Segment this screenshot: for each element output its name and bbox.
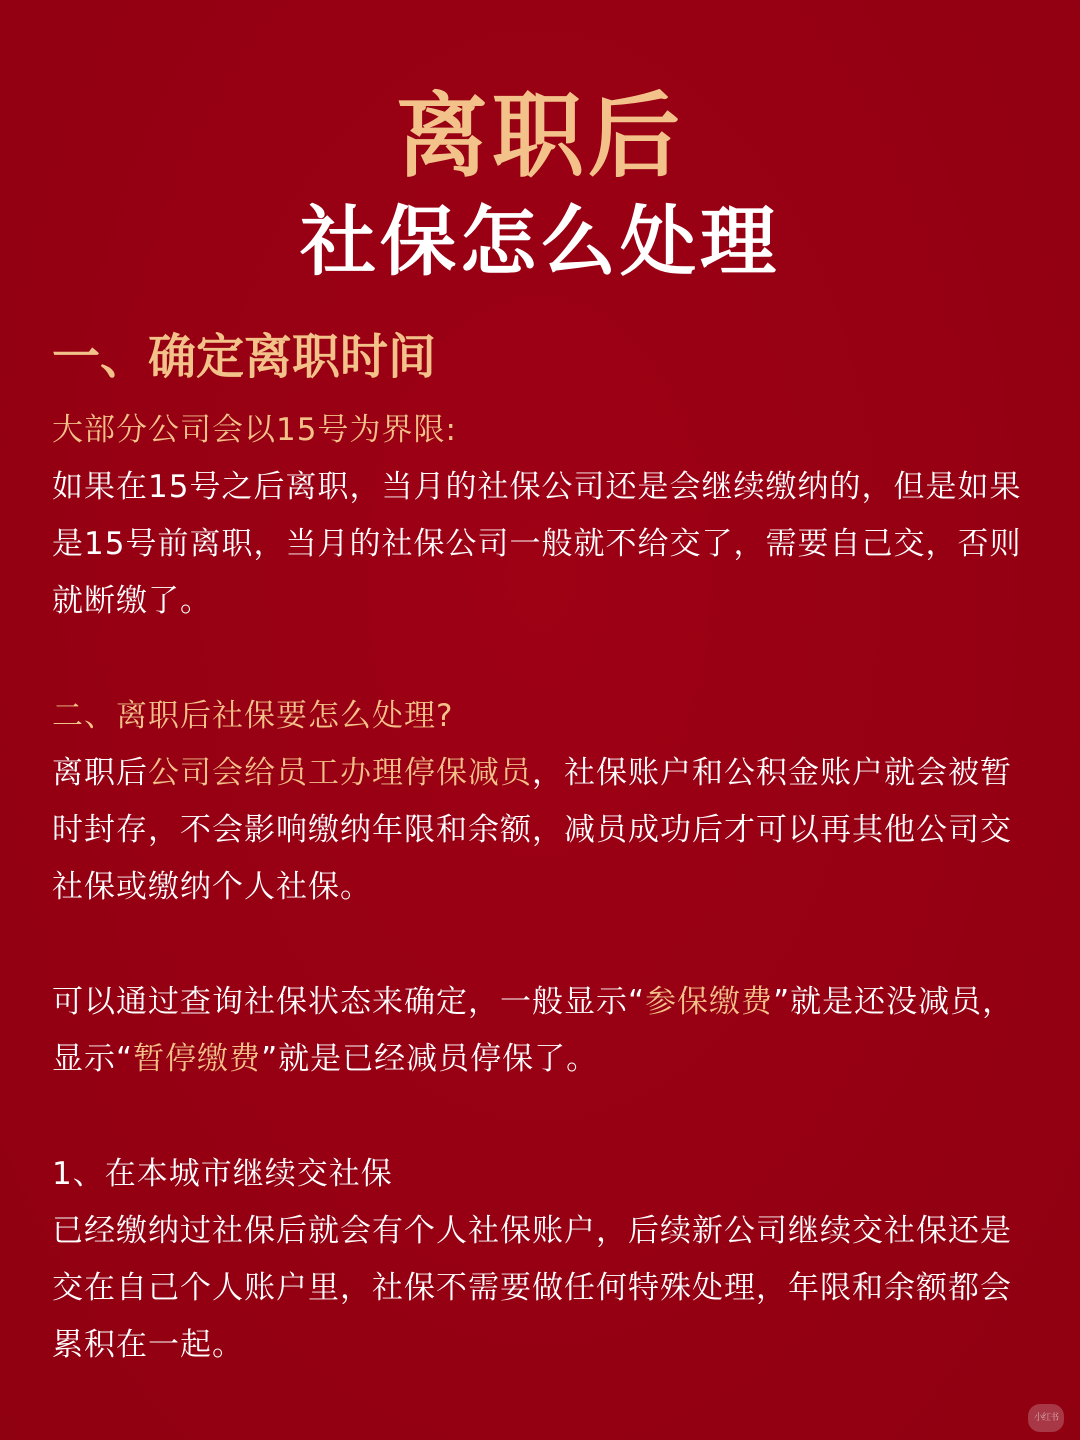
section1-title: 一、确定离职时间 [52, 329, 437, 385]
section1-lead: 大部分公司会以15号为界限: [52, 412, 457, 448]
section1-body: 如果在15号之后离职，当月的社保公司还是会继续缴纳的，但是如果是15号前离职，当月的社保公司一般就不给交了，需要自己交，否则就断缴了。 [52, 469, 1022, 619]
p2-part3: ”就是已经减员停保了。 [261, 1041, 599, 1077]
page-subtitle: 社保怎么处理 [300, 197, 780, 286]
section2-paragraph-2 [52, 974, 1042, 1088]
section2-title: 二、离职后社保要怎么处理? [52, 698, 454, 734]
section2-paragraph-1 [52, 745, 1042, 916]
p1-highlight: 公司会给员工办理停保减员 [148, 755, 532, 791]
status-suspended: 暂停缴费 [133, 1041, 262, 1077]
subsection1-body: 已经缴纳过社保后就会有个人社保账户，后续新公司继续交社保还是交在自己个人账户里，社保不需要做任何特殊处理，年限和余额都会累积在一起。 [52, 1213, 1012, 1363]
subsection1-title: 1、在本城市继续交社保 [52, 1156, 393, 1192]
p2-part2: ”就是还没减员，显示“ [52, 984, 1015, 1077]
p2-part1: 可以通过查询社保状态来确定，一般显示“ [52, 984, 646, 1020]
p1-rest: ，社保账户和公积金账户就会被暂时封存，不会影响缴纳年限和余额，减员成功后才可以再其他公司交社保或缴纳个人社保。 [52, 755, 1012, 905]
page-title: 离职后 [395, 83, 684, 190]
watermark-logo: 小红书 [1028, 1404, 1064, 1432]
status-insured: 参保缴费 [645, 984, 774, 1020]
p1-prefix: 离职后 [52, 755, 148, 791]
